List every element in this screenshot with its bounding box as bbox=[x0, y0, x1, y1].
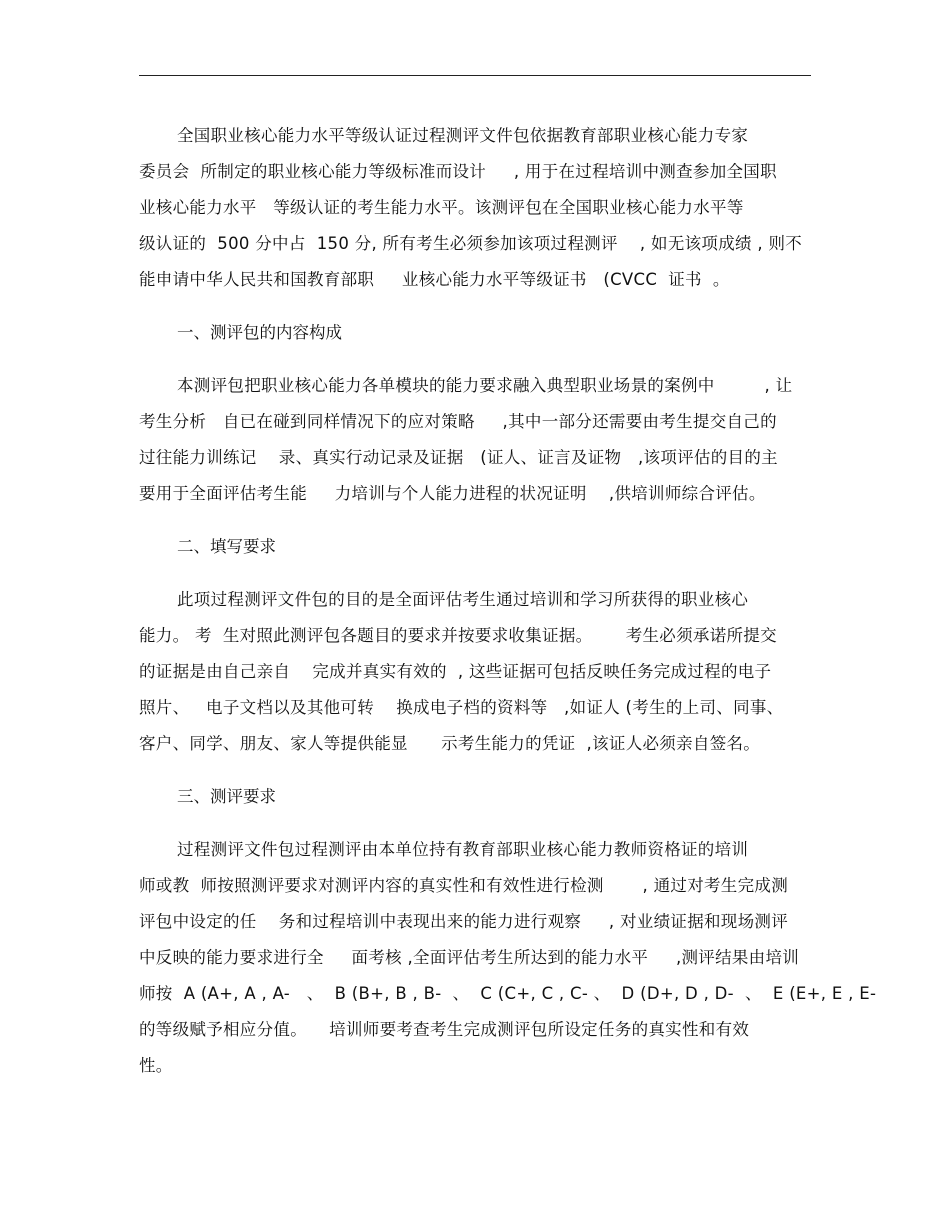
paragraph-line: 性。 bbox=[139, 1056, 173, 1075]
paragraph-line: 评包中设定的任 务和过程培训中表现出来的能力进行观察 , 对业绩证据和现场测评 bbox=[139, 912, 788, 931]
paragraph-line: 要用于全面评估考生能 力培训与个人能力进程的状况证明 ,供培训师综合评估。 bbox=[139, 484, 766, 503]
paragraph-line: 过程测评文件包过程测评由本单位持有教育部职业核心能力教师资格证的培训 bbox=[177, 840, 749, 859]
paragraph-line: 师按 A (A+, A , A- 、 B (B+, B , B- 、 C (C+, C , C- 、 D (D+, D , D- 、 E (E+, E , E- bbox=[139, 984, 877, 1003]
section-heading-2: 二、填写要求 bbox=[177, 537, 276, 556]
paragraph-line: 照片、 电子文档以及其他可转 换成电子档的资料等 ,如证人 (考生的上司、同事、 bbox=[139, 698, 784, 717]
section-heading-3: 三、测评要求 bbox=[177, 787, 276, 806]
paragraph-line: 委员会 所制定的职业核心能力等级标准而设计 , 用于在过程培训中测查参加全国职 bbox=[139, 162, 777, 181]
intro-paragraph bbox=[139, 118, 811, 298]
paragraph-line: 业核心能力水平 等级认证的考生能力水平。该测评包在全国职业核心能力水平等 bbox=[139, 198, 744, 217]
document-body bbox=[139, 118, 877, 1084]
paragraph-line: 全国职业核心能力水平等级认证过程测评文件包依据教育部职业核心能力专家 bbox=[177, 126, 749, 145]
paragraph-line: 能力。 考 生对照此测评包各题目的要求并按要求收集证据。 考生必须承诺所提交 bbox=[139, 626, 777, 645]
paragraph-line: 此项过程测评文件包的目的是全面评估考生通过培训和学习所获得的职业核心 bbox=[177, 590, 749, 609]
paragraph-line: 级认证的 500 分中占 150 分, 所有考生必须参加该项过程测评 , 如无该项成绩 , 则不 bbox=[139, 234, 803, 253]
paragraph-line: 客户、同学、朋友、家人等提供能显 示考生能力的凭证 ,该证人必须亲自签名。 bbox=[139, 734, 761, 753]
header-rule bbox=[139, 75, 811, 76]
content-paragraph bbox=[139, 368, 811, 512]
paragraph-line: 过往能力训练记 录、真实行动记录及证据 (证人、证言及证物 ,该项评估的目的主 bbox=[139, 448, 778, 467]
paragraph-line: 本测评包把职业核心能力各单模块的能力要求融入典型职业场景的案例中 , 让 bbox=[177, 376, 793, 395]
paragraph-line: 的等级赋予相应分值。 培训师要考查考生完成测评包所设定任务的真实性和有效 bbox=[139, 1020, 750, 1039]
paragraph-line: 能申请中华人民共和国教育部职 业核心能力水平等级证书 (CVCC 证书 。 bbox=[139, 270, 730, 289]
paragraph-line: 师或教 师按照测评要求对测评内容的真实性和有效性进行检测 , 通过对考生完成测 bbox=[139, 876, 788, 895]
section-heading-1: 一、测评包的内容构成 bbox=[177, 323, 342, 342]
paragraph-line: 考生分析 自已在碰到同样情况下的应对策略 ,其中一部分还需要由考生提交自己的 bbox=[139, 412, 777, 431]
requirements-paragraph bbox=[139, 582, 811, 762]
paragraph-line: 的证据是由自己亲自 完成并真实有效的 , 这些证据可包括反映任务完成过程的电子 bbox=[139, 662, 772, 681]
evaluation-paragraph bbox=[139, 832, 877, 1084]
paragraph-line: 中反映的能力要求进行全 面考核 ,全面评估考生所达到的能力水平 ,测评结果由培训 bbox=[139, 948, 800, 967]
